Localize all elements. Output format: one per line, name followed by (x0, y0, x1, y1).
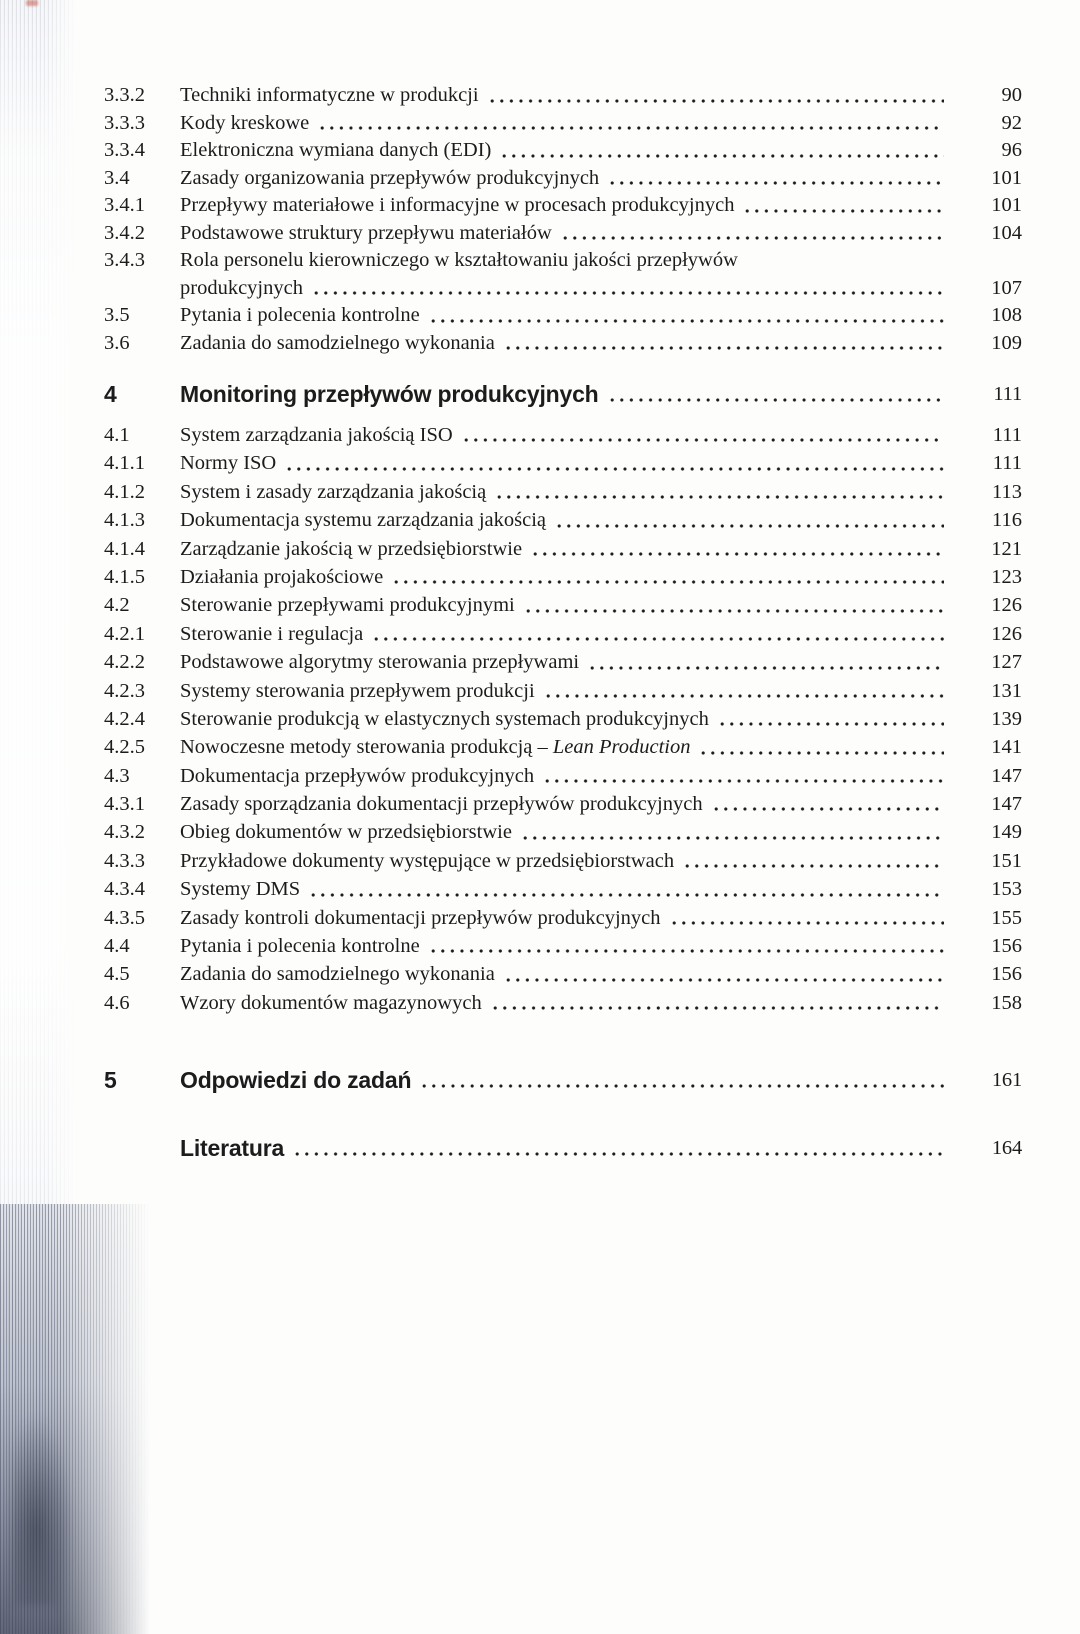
toc-row (104, 648, 1022, 676)
toc-entry-title: Monitoring przepływów produkcyjnych (180, 381, 599, 407)
toc-entry-page: 123 (991, 565, 1022, 588)
toc-entry-title: Pytania i polecenia kontrolne (180, 304, 420, 326)
toc-chapter-5-heading (104, 1063, 1022, 1097)
toc-entry-page: 111 (992, 452, 1022, 475)
dot-leader (743, 192, 944, 220)
toc-entry-number: 4.2 (104, 594, 130, 617)
toc-entry-page: 153 (991, 878, 1022, 901)
toc-row (104, 330, 1022, 358)
dot-leader (495, 478, 944, 506)
toc-entry-number: 4.1.2 (104, 480, 145, 503)
dot-leader (543, 762, 944, 790)
toc-entry-page: 131 (991, 679, 1022, 702)
dot-leader (429, 932, 944, 960)
toc-entry-page: 126 (991, 622, 1022, 645)
toc-entry-number: 4.1.5 (104, 565, 145, 588)
toc-entry-title: Rola personelu kierowniczego w kształtowaniu jakości przepływów (180, 249, 738, 271)
dot-leader (500, 137, 944, 165)
toc-entry-title: Przykładowe dokumenty występujące w przedsiębiorstwach (180, 849, 675, 872)
dot-leader (588, 648, 944, 676)
toc-entry-page: 141 (991, 736, 1022, 759)
toc-entry-page: 156 (991, 935, 1022, 958)
toc-entry-number: 4.2.5 (104, 736, 145, 759)
scan-corner-shadow (0, 1204, 160, 1634)
toc-entry-number: 4.2.3 (104, 679, 145, 702)
toc-chapter-4-heading (104, 377, 1022, 411)
toc-entry-number: 4.6 (104, 991, 130, 1014)
toc-entry-number: 4.3.5 (104, 906, 145, 929)
toc-entry-title: Systemy sterowania przepływem produkcji (180, 679, 535, 702)
toc-entry-title: Dokumentacja przepływów produkcyjnych (180, 764, 535, 787)
toc-entry-title: Zasady organizowania przepływów produkcyjnych (180, 166, 600, 189)
dot-leader (521, 818, 944, 846)
dot-leader (309, 875, 944, 903)
toc-entry-page: 90 (1001, 84, 1022, 106)
toc-row (104, 449, 1022, 477)
toc-row (104, 762, 1022, 790)
dot-leader (555, 506, 944, 534)
toc-entry-page: 92 (1001, 111, 1022, 134)
toc-entry-number: 4.2.1 (104, 622, 145, 645)
toc-entry-number: 3.4.2 (104, 221, 145, 244)
toc-entry-title-italic: Lean Production (552, 736, 691, 759)
toc-entry-title: Dokumentacja systemu zarządzania jakością (180, 509, 546, 532)
toc-entry-page: 113 (992, 480, 1022, 503)
toc-row (104, 421, 1022, 449)
toc-row (104, 960, 1022, 988)
toc-entry-number: 4.3 (104, 764, 130, 787)
toc-entry-page: 149 (991, 821, 1022, 844)
dot-leader (712, 790, 944, 818)
toc-entry-title: Obieg dokumentów w przedsiębiorstwie (180, 821, 512, 844)
toc-entry-number: 3.3.2 (104, 84, 145, 106)
toc-entry-number: 4.2.4 (104, 707, 145, 730)
scan-smudge (12, 1415, 72, 1605)
toc-row (104, 932, 1022, 960)
toc-entry-page: 156 (991, 963, 1022, 986)
toc-entry-title: Techniki informatyczne w produkcji (180, 84, 479, 106)
toc-row (104, 192, 1022, 220)
toc-row (104, 904, 1022, 932)
toc-entry-title: Systemy DMS (180, 878, 301, 901)
dot-leader (420, 1063, 944, 1097)
toc-row (104, 82, 1022, 110)
toc-entry-number: 4.5 (104, 963, 130, 986)
toc-entry-title: Podstawowe struktury przepływu materiałów (180, 221, 552, 244)
toc-entry-page: 111 (993, 383, 1022, 405)
dot-leader (491, 989, 944, 1017)
toc-entry-number: 4.3.3 (104, 849, 145, 872)
toc-row (104, 247, 1022, 275)
toc-entry-page: 164 (991, 1137, 1022, 1160)
toc-row (104, 733, 1022, 761)
toc-entry-number: 4.1 (104, 424, 130, 446)
toc-entry-page: 139 (991, 707, 1022, 730)
toc-entry-number: 3.4 (104, 166, 130, 189)
toc-entry-title: Zasady kontroli dokumentacji przepływów produkcyjnych (180, 906, 661, 929)
toc-row (104, 563, 1022, 591)
toc-entry-number: 4.1.4 (104, 537, 145, 560)
toc-row (104, 137, 1022, 165)
toc-entry-page: 101 (991, 166, 1022, 189)
toc-entry-title: Pytania i polecenia kontrolne (180, 935, 420, 958)
toc-row (104, 847, 1022, 875)
toc-row (104, 535, 1022, 563)
toc-entry-title: Kody kreskowe (180, 111, 310, 134)
dot-leader (372, 620, 944, 648)
dot-leader (718, 705, 944, 733)
dot-leader (670, 904, 945, 932)
toc-entry-title: Przepływy materiałowe i informacyjne w procesach produkcyjnych (180, 194, 735, 216)
toc-row (104, 220, 1022, 248)
toc-row (104, 110, 1022, 138)
toc-entry-page: 121 (991, 537, 1022, 560)
dot-leader (561, 220, 944, 248)
table-of-contents (104, 82, 1022, 1165)
toc-entry-number: 3.3.4 (104, 139, 145, 161)
toc-row (104, 478, 1022, 506)
toc-row (104, 302, 1022, 330)
toc-entry-number: 3.6 (104, 331, 130, 354)
toc-entry-page: 126 (991, 594, 1022, 617)
toc-entry-number: 3.4.1 (104, 194, 145, 216)
toc-entry-title: Podstawowe algorytmy sterowania przepływami (180, 651, 580, 674)
toc-row (104, 790, 1022, 818)
toc-row (104, 591, 1022, 619)
toc-entry-number (104, 275, 180, 303)
toc-entry-title: Normy ISO (180, 452, 277, 475)
dot-leader (504, 330, 944, 358)
dot-leader (392, 563, 944, 591)
toc-section-3 (104, 82, 1022, 357)
toc-row (104, 875, 1022, 903)
toc-row (104, 677, 1022, 705)
toc-entry-page: 155 (991, 906, 1022, 929)
toc-entry-title: Zadania do samodzielnego wykonania (180, 331, 495, 354)
dot-leader (285, 449, 944, 477)
toc-entry-number: 4.3.1 (104, 793, 145, 816)
toc-entry-title: Nowoczesne metody sterowania produkcją – Lean Production (180, 736, 691, 759)
dot-leader (312, 275, 944, 303)
toc-entry-number: 4.2.2 (104, 651, 145, 674)
dot-leader (544, 677, 944, 705)
dot-leader (293, 1131, 944, 1165)
dot-leader (318, 110, 944, 138)
dot-leader (504, 960, 944, 988)
toc-entry-page: 116 (992, 509, 1022, 532)
toc-entry-number: 4.3.2 (104, 821, 145, 844)
dot-leader (531, 535, 944, 563)
toc-entry-title: Zasady sporządzania dokumentacji przepływów produkcyjnych (180, 793, 703, 816)
toc-row (104, 506, 1022, 534)
toc-entry-title: produkcyjnych (180, 276, 303, 299)
scan-edge-artifact (0, 0, 80, 1634)
toc-entry-title: System zarządzania jakością ISO (180, 424, 453, 446)
toc-row (104, 620, 1022, 648)
toc-entry-number (104, 1131, 180, 1165)
toc-entry-number: 4.1.1 (104, 452, 145, 475)
toc-literatura-heading (104, 1131, 1022, 1165)
scan-red-speck (26, 0, 38, 6)
toc-entry-number: 3.5 (104, 304, 130, 326)
toc-row (104, 275, 1022, 303)
toc-entry-number: 5 (104, 1067, 117, 1094)
dot-leader (683, 847, 944, 875)
toc-entry-page: 158 (991, 991, 1022, 1014)
toc-entry-page: 107 (991, 276, 1022, 299)
toc-entry-page: 96 (1001, 139, 1022, 161)
toc-entry-page: 147 (991, 764, 1022, 787)
dot-leader (608, 165, 944, 193)
toc-entry-number: 3.4.3 (104, 249, 145, 271)
toc-entry-title: Zarządzanie jakością w przedsiębiorstwie (180, 537, 523, 560)
toc-entry-title: Zadania do samodzielnego wykonania (180, 963, 495, 986)
toc-entry-title: Sterowanie produkcją w elastycznych systemach produkcyjnych (180, 707, 709, 730)
toc-entry-page: 104 (991, 221, 1022, 244)
dot-leader (462, 421, 944, 449)
toc-entry-number: 4.3.4 (104, 878, 145, 901)
toc-row (104, 989, 1022, 1017)
dot-leader (699, 733, 944, 761)
toc-entry-page: 111 (992, 424, 1022, 446)
toc-entry-page: 101 (991, 194, 1022, 216)
dot-leader (488, 82, 944, 110)
dot-leader (429, 302, 944, 330)
toc-entry-number: 3.3.3 (104, 111, 145, 134)
toc-entry-page: 108 (991, 304, 1022, 326)
toc-entry-title: Sterowanie przepływami produkcyjnymi (180, 594, 515, 617)
toc-row (104, 818, 1022, 846)
toc-entry-title: Odpowiedzi do zadań (180, 1067, 412, 1094)
toc-row (104, 165, 1022, 193)
toc-entry-number: 4 (104, 381, 117, 407)
toc-entry-page: 151 (991, 849, 1022, 872)
toc-entry-title: Literatura (180, 1135, 285, 1162)
toc-entry-title: Elektroniczna wymiana danych (EDI) (180, 139, 492, 161)
toc-entry-page: 161 (991, 1069, 1022, 1092)
toc-entry-page: 109 (991, 331, 1022, 354)
toc-row (104, 705, 1022, 733)
dot-leader (524, 591, 944, 619)
toc-entry-title: System i zasady zarządzania jakością (180, 480, 487, 503)
toc-entry-title: Wzory dokumentów magazynowych (180, 991, 482, 1014)
toc-entry-title: Działania projakościowe (180, 565, 384, 588)
toc-entry-number: 4.1.3 (104, 509, 145, 532)
dot-leader (608, 377, 944, 411)
toc-entry-page: 147 (991, 793, 1022, 816)
toc-entry-number: 4.4 (104, 935, 130, 958)
toc-entry-page: 127 (991, 651, 1022, 674)
toc-entry-title: Sterowanie i regulacja (180, 622, 364, 645)
toc-section-4 (104, 421, 1022, 1017)
